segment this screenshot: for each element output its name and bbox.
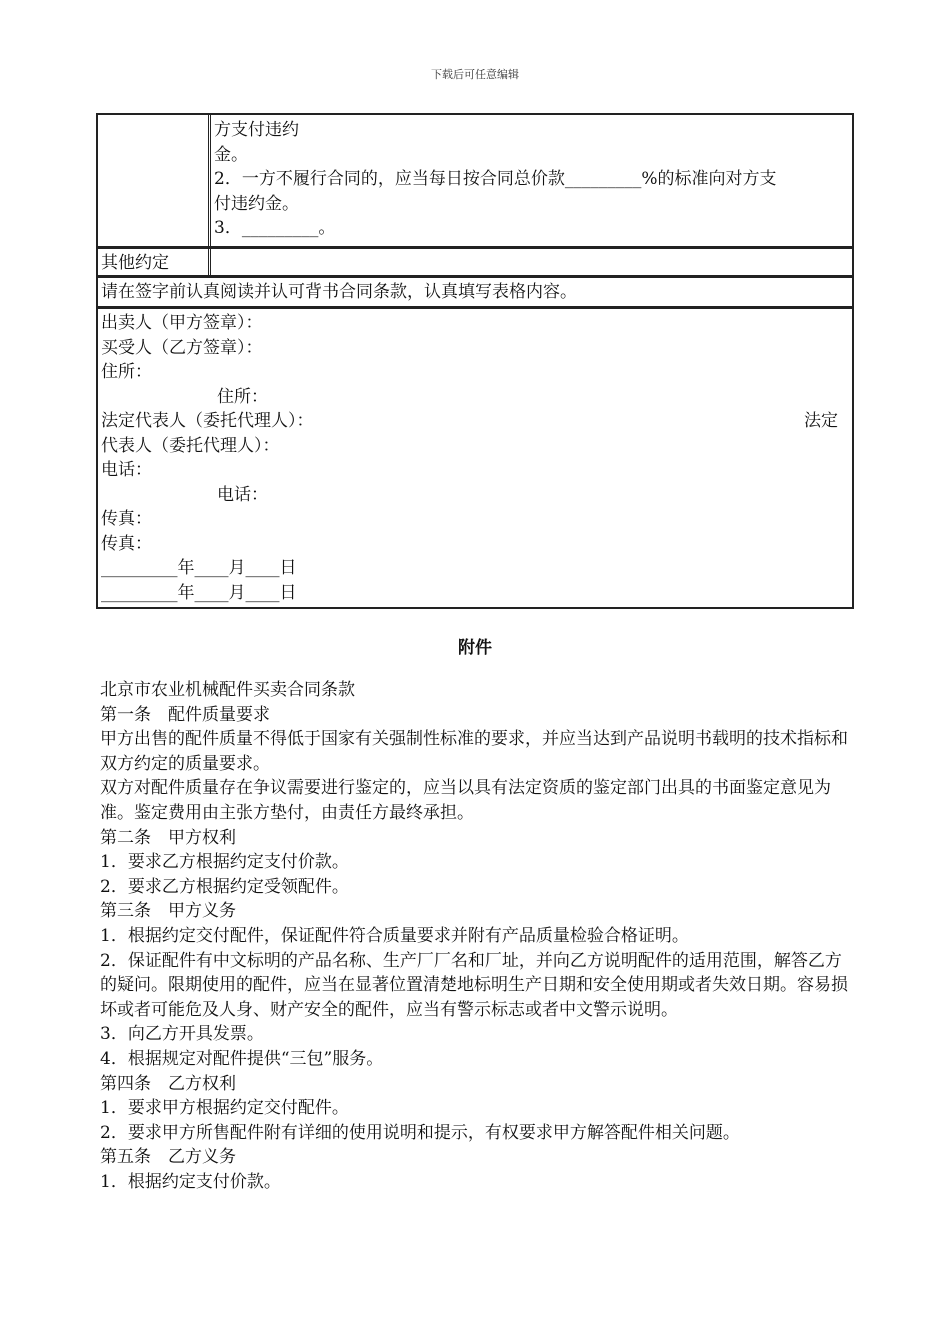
breach-line: 付违约金。 bbox=[214, 193, 299, 214]
paragraph: 1．根据约定支付价款。 bbox=[100, 1171, 281, 1192]
attachment-title: 附件 bbox=[458, 638, 492, 658]
breach-line: 金。 bbox=[214, 144, 248, 165]
buyer-address-label: 住所： bbox=[217, 386, 268, 407]
other-agreements-label bbox=[98, 249, 211, 275]
paragraph: 2．要求乙方根据约定受领配件。 bbox=[100, 876, 349, 897]
paragraph: 甲方出售的配件质量不得低于国家有关强制性标准的要求，并应当达到产品说明书载明的技术指标和双方约定的质量要求。 bbox=[100, 729, 848, 774]
paragraph: 1．要求甲方根据约定交付配件。 bbox=[100, 1098, 349, 1119]
paragraph: 1．要求乙方根据约定支付价款。 bbox=[100, 852, 349, 873]
paragraph: 双方对配件质量存在争议需要进行鉴定的，应当以具有法定资质的鉴定部门出具的书面鉴定意见为准。鉴定费用由主张方垫付，由责任方最终承担。 bbox=[100, 778, 831, 823]
other-agreements-label-text: 其他约定 bbox=[101, 253, 169, 273]
other-agreements-value[interactable] bbox=[211, 249, 852, 275]
seller-phone-label: 电话： bbox=[101, 460, 152, 480]
breach-content-cell bbox=[211, 115, 852, 246]
breach-line: 2．一方不履行合同的，应当每日按合同总价款_________%的标准向对方支 bbox=[214, 169, 777, 189]
paragraph: 1．根据约定交付配件，保证配件符合质量要求并附有产品质量检验合格证明。 bbox=[100, 925, 689, 946]
breach-line: 方支付违约 bbox=[214, 120, 299, 140]
breach-label-cell bbox=[98, 115, 211, 246]
seller-signature-label: 出卖人（甲方签章）： bbox=[101, 313, 263, 333]
seller-date-line: _________年____月____日 bbox=[101, 558, 297, 578]
legal-rep-line bbox=[101, 409, 848, 434]
buyer-legal-rep-label: 代表人（委托代理人）： bbox=[101, 435, 280, 456]
reminder-text: 请在签字前认真阅读并认可背书合同条款，认真填写表格内容。 bbox=[101, 282, 577, 302]
article-heading: 第五条 乙方义务 bbox=[100, 1147, 236, 1168]
article-heading: 第四条 乙方权利 bbox=[100, 1073, 236, 1094]
buyer-signature-label: 买受人（乙方签章）： bbox=[101, 337, 263, 358]
contract-table bbox=[96, 113, 854, 609]
breach-line: 3．_________。 bbox=[214, 218, 336, 238]
signature-cell bbox=[98, 309, 852, 607]
contract-terms-title: 北京市农业机械配件买卖合同条款 bbox=[100, 680, 355, 700]
buyer-date-line: _________年____月____日 bbox=[101, 582, 297, 603]
breach-row bbox=[98, 115, 852, 247]
paragraph: 3．向乙方开具发票。 bbox=[100, 1024, 264, 1045]
signature-row bbox=[98, 307, 852, 607]
buyer-phone-label: 电话： bbox=[217, 484, 268, 505]
paragraph: 4．根据规定对配件提供“三包”服务。 bbox=[100, 1048, 384, 1069]
seller-fax-label: 传真： bbox=[101, 509, 152, 529]
buyer-legal-rep-start: 法定 bbox=[804, 411, 838, 431]
reminder-row bbox=[98, 276, 852, 307]
article-heading: 第二条 甲方权利 bbox=[100, 827, 236, 848]
seller-legal-rep-label: 法定代表人（委托代理人）： bbox=[101, 411, 314, 431]
paragraph: 2．要求甲方所售配件附有详细的使用说明和提示，有权要求甲方解答配件相关问题。 bbox=[100, 1122, 740, 1143]
reminder-cell bbox=[98, 278, 852, 306]
header-note: 下载后可任意编辑 bbox=[431, 68, 519, 81]
article-heading: 第一条 配件质量要求 bbox=[100, 704, 270, 725]
buyer-fax-label: 传真： bbox=[101, 533, 152, 554]
paragraph: 2．保证配件有中文标明的产品名称、生产厂厂名和厂址，并向乙方说明配件的适用范围，解答乙方的疑问。限期使用的配件，应当在显著位置清楚地标明生产日期和安全使用期或者失效日期。容易损坏或者可能危及人身、财产安全的配件，应当有警示标志或者中文警示说明。 bbox=[100, 950, 848, 1020]
seller-address-label: 住所： bbox=[101, 362, 152, 382]
other-agreements-row bbox=[98, 247, 852, 276]
attachment-body bbox=[100, 678, 852, 1194]
article-heading: 第三条 甲方义务 bbox=[100, 901, 236, 922]
